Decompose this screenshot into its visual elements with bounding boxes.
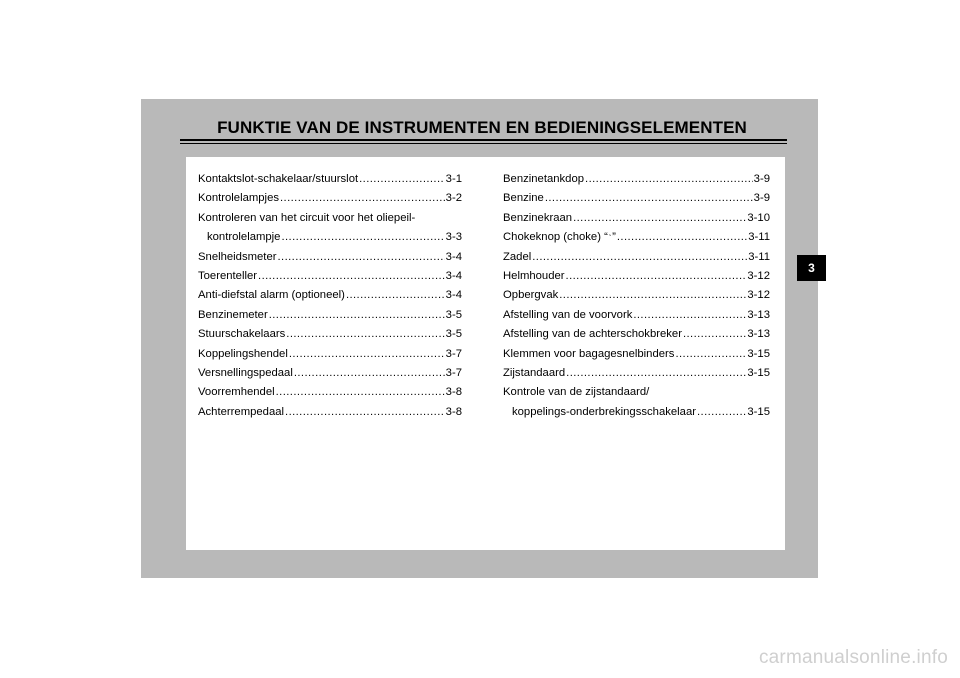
toc-entry[interactable]: Kontaktslot-schakelaar/stuurslot ..... 3-1 xyxy=(198,170,462,189)
toc-entry-line1[interactable]: Kontrole van de zijstandaard/ xyxy=(503,386,650,399)
toc-right-column xyxy=(503,170,770,422)
toc-entry[interactable]: Helmhouder ..... 3-12 xyxy=(503,267,770,286)
toc-entry[interactable]: Afstelling van de voorvork ..... 3-13 xyxy=(503,306,770,325)
toc-entry[interactable]: Zadel ..... 3-11 xyxy=(503,248,770,267)
toc-entry[interactable]: Klemmen voor bagagesnelbinders ..... 3-15 xyxy=(503,345,770,364)
toc-entry[interactable]: Stuurschakelaars ..... 3-5 xyxy=(198,325,462,344)
toc-entry[interactable]: kontrolelampje ..... 3-3 xyxy=(198,228,462,247)
page-title: FUNKTIE VAN DE INSTRUMENTEN EN BEDIENINGSELEMENTEN xyxy=(217,118,747,137)
toc-entry[interactable]: Snelheidsmeter ..... 3-4 xyxy=(198,248,462,267)
title-rule xyxy=(180,139,787,141)
toc-entry[interactable]: Afstelling van de achterschokbreker ..... 3-13 xyxy=(503,325,770,344)
toc-entry[interactable]: Voorremhendel ..... 3-8 xyxy=(198,383,462,402)
toc-entry[interactable]: Koppelingshendel ..... 3-7 xyxy=(198,345,462,364)
choke-icon xyxy=(609,230,611,240)
toc-entry[interactable]: Benzine ..... 3-9 xyxy=(503,189,770,208)
toc-entry[interactable]: Versnellingspedaal ..... 3-7 xyxy=(198,364,462,383)
chapter-tab[interactable]: 3 xyxy=(797,255,826,281)
toc-entry[interactable]: Benzinetankdop ..... 3-9 xyxy=(503,170,770,189)
toc-entry[interactable]: Kontrolelampjes ..... 3-2 xyxy=(198,189,462,208)
toc-left-column xyxy=(198,170,462,422)
toc-entry[interactable]: Zijstandaard ..... 3-15 xyxy=(503,364,770,383)
toc-entry[interactable]: Benzinekraan ..... 3-10 xyxy=(503,209,770,228)
toc-entry[interactable]: Achterrempedaal ..... 3-8 xyxy=(198,403,462,422)
toc-entry[interactable]: Anti-diefstal alarm (optioneel) ..... 3-4 xyxy=(198,286,462,305)
toc-entry[interactable]: Toerenteller ..... 3-4 xyxy=(198,267,462,286)
toc-entry[interactable]: Chokeknop (choke) “ ” ..... 3-11 xyxy=(503,228,770,247)
toc-entry-line1[interactable]: Kontroleren van het circuit voor het oliepeil- xyxy=(198,211,416,224)
title-rule-thin xyxy=(180,143,787,144)
toc-entry[interactable]: Opbergvak ..... 3-12 xyxy=(503,286,770,305)
watermark: carmanualsonline.info xyxy=(758,647,948,668)
toc-entry[interactable]: Benzinemeter ..... 3-5 xyxy=(198,306,462,325)
toc-entry[interactable]: koppelings-onderbrekingsschakelaar ..... 3-15 xyxy=(503,403,770,422)
